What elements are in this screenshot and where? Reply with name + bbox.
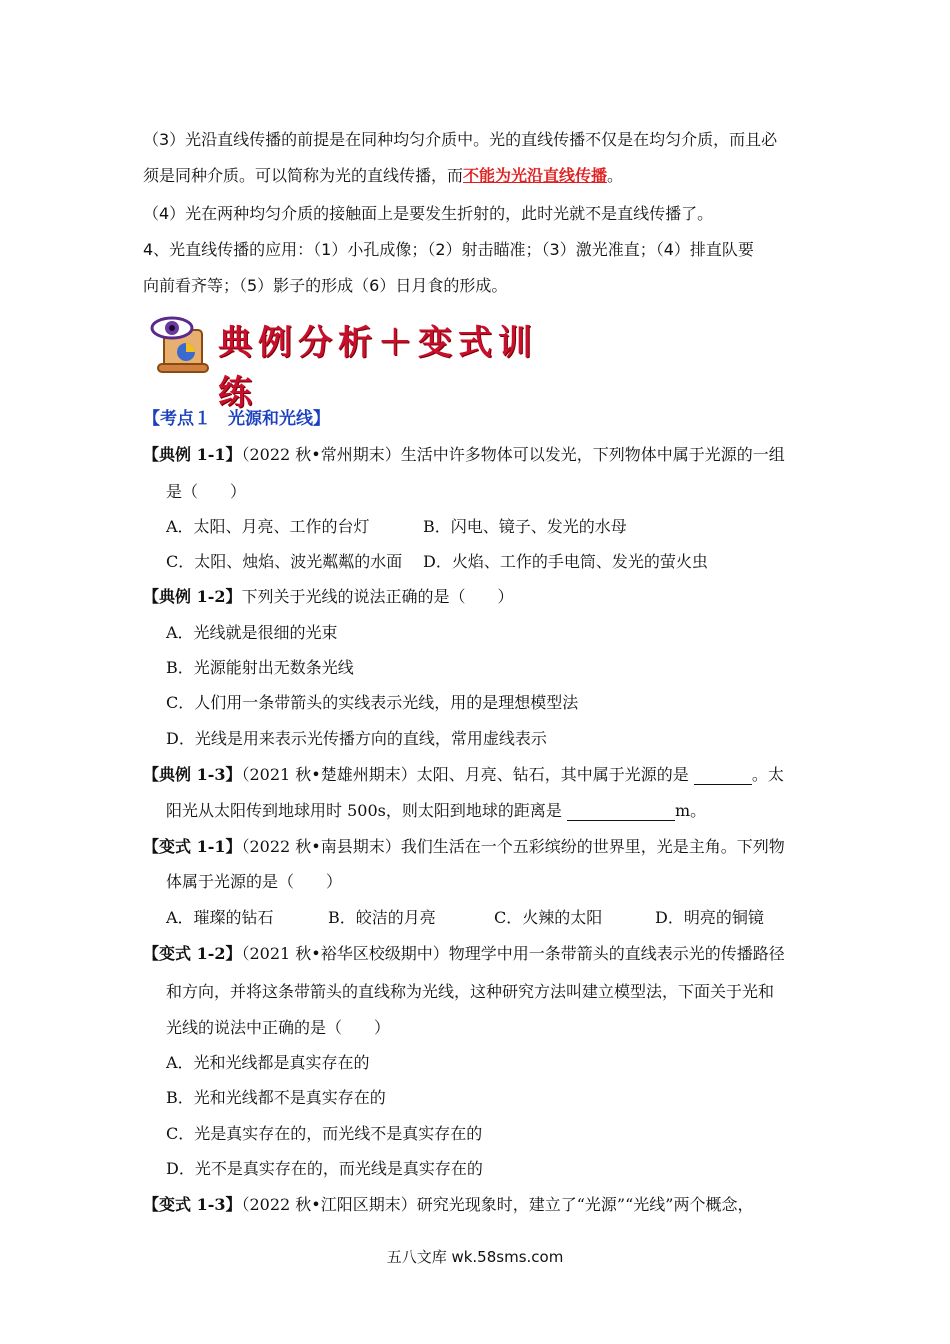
question-text-end: 。太	[751, 765, 784, 784]
option-c: C．太阳、烛焰、波光粼粼的水面	[166, 552, 403, 571]
option-d: D．光不是真实存在的，而光线是真实存在的	[166, 1159, 483, 1178]
banner-title: 典例分析＋变式训练	[218, 323, 538, 413]
para-4: （4）光在两种均匀介质的接触面上是要发生折射的，此时光就不是直线传播了。	[143, 204, 714, 223]
section-banner	[150, 312, 550, 413]
highlight-text: 不能为光沿直线传播	[463, 166, 608, 185]
variant-1-2-line-1	[143, 944, 785, 964]
option-c: C．人们用一条带箭头的实线表示光线，用的是理想模型法	[166, 693, 579, 712]
option-a: A．太阳、月亮、工作的台灯	[166, 517, 370, 536]
question-tag: 【变式 1-2】	[143, 944, 242, 963]
question-tag: 【典例 1-2】	[143, 587, 242, 606]
option-c: C．火辣的太阳	[494, 908, 603, 927]
option-a: A．光和光线都是真实存在的	[166, 1053, 370, 1072]
question-text: （2022 秋•江阳区期末）研究光现象时，建立了“光源”“光线”两个概念，	[241, 1195, 754, 1214]
question-1-1-line-2: 是（ ）	[166, 482, 247, 501]
question-text: （2022 秋•南县期末）我们生活在一个五彩缤纷的世界里，光是主角。下列物	[241, 837, 785, 856]
variant-1-1-line-2: 体属于光源的是（ ）	[166, 872, 343, 891]
option-b: B．皎洁的月亮	[328, 908, 436, 927]
question-tag: 【典例 1-1】	[143, 445, 242, 464]
option-b: B．光和光线都不是真实存在的	[166, 1088, 386, 1107]
question-text: 阳光从太阳传到地球用时 500s，则太阳到地球的距离是	[166, 801, 567, 820]
application-line-2: 向前看齐等；（5）影子的形成（6）日月食的形成。	[143, 276, 508, 295]
question-1-2-line-1	[143, 587, 514, 607]
question-tag: 【变式 1-3】	[143, 1195, 242, 1214]
section-title: 【考点１ 光源和光线】	[143, 409, 330, 429]
question-tag: 【变式 1-1】	[143, 837, 242, 856]
variant-1-3-line-1	[143, 1195, 753, 1215]
question-text: （2021 秋•裕华区校级期中）物理学中用一条带箭头的直线表示光的传播路径	[241, 944, 785, 963]
question-1-1-line-1	[143, 445, 785, 465]
option-c: C．光是真实存在的，而光线不是真实存在的	[166, 1124, 483, 1143]
answer-blank[interactable]	[567, 802, 675, 821]
question-tag: 【典例 1-3】	[143, 765, 242, 784]
question-1-3-line-1	[143, 765, 784, 785]
variant-1-2-line-3: 光线的说法中正确的是（ ）	[166, 1018, 391, 1037]
option-d: D．光线是用来表示光传播方向的直线，常用虚线表示	[166, 729, 547, 748]
para-3-text: 须是同种介质。可以简称为光的直线传播，而	[143, 166, 464, 185]
option-a: A．璀璨的钻石	[166, 908, 274, 927]
para-3-end: 。	[607, 166, 624, 185]
question-1-3-line-2	[166, 801, 706, 821]
answer-blank[interactable]	[694, 766, 752, 785]
option-a: A．光线就是很细的光束	[166, 623, 338, 642]
option-b: B．光源能射出无数条光线	[166, 658, 354, 677]
para-3-line-1: （3）光沿直线传播的前提是在同种均匀介质中。光的直线传播不仅是在均匀介质，而且必	[143, 130, 778, 149]
question-text-end: m。	[674, 801, 707, 820]
option-d: D．明亮的铜镜	[655, 908, 764, 927]
question-text: （2021 秋•楚雄州期末）太阳、月亮、钻石，其中属于光源的是	[241, 765, 694, 784]
variant-1-2-line-2: 和方向，并将这条带箭头的直线称为光线，这种研究方法叫建立模型法，下面关于光和	[166, 982, 775, 1001]
variant-1-1-line-1	[143, 837, 785, 857]
option-d: D．火焰、工作的手电筒、发光的萤火虫	[423, 552, 708, 571]
question-text: 下列关于光线的说法正确的是（ ）	[241, 587, 514, 606]
application-line-1: 4、光直线传播的应用：（1）小孔成像；（2）射击瞄准；（3）激光准直；（4）排直队要	[143, 240, 754, 259]
footer-watermark: 五八文库 wk.58sms.com	[386, 1248, 564, 1266]
eye-scroll-icon	[150, 312, 214, 374]
para-3-line-2	[143, 166, 623, 186]
option-b: B．闪电、镜子、发光的水母	[423, 517, 627, 536]
question-text: （2022 秋•常州期末）生活中许多物体可以发光，下列物体中属于光源的一组	[241, 445, 785, 464]
